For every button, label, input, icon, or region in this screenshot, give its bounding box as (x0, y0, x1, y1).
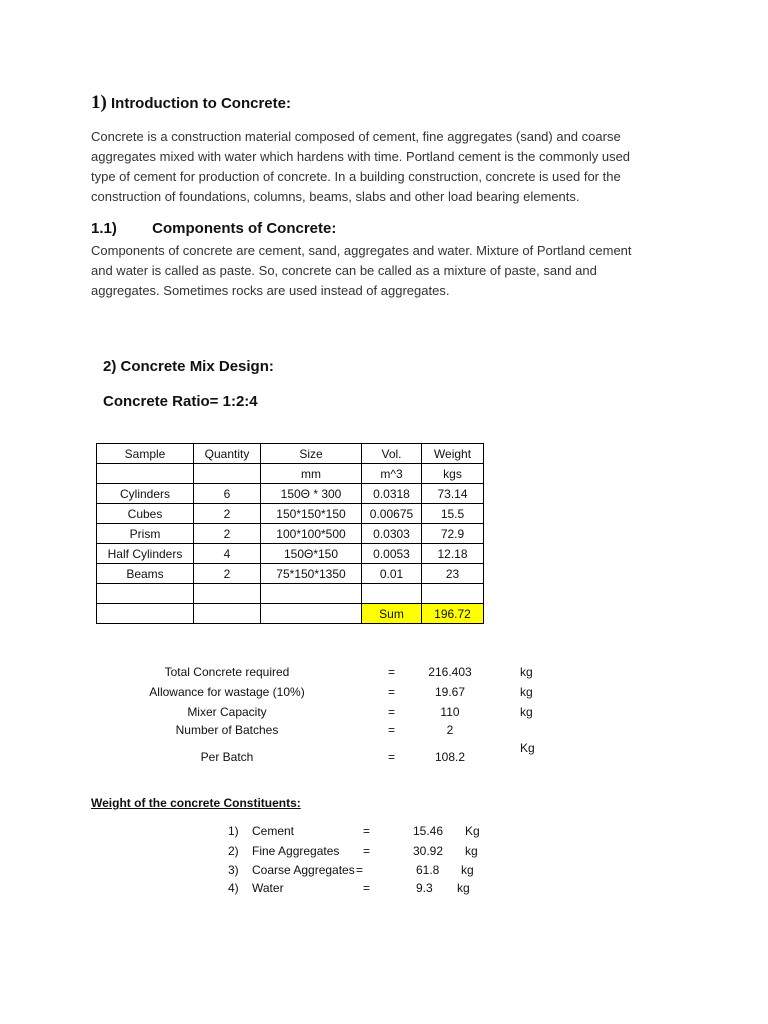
table-row (97, 484, 484, 504)
constituent-name: Coarse Aggregates (252, 863, 355, 877)
table-cell: Cylinders (97, 484, 194, 504)
table-cell: 2 (194, 524, 261, 544)
intro-line: type of cement for production of concrete. In a building construction, concrete is used for the (91, 169, 621, 184)
table-cell (362, 584, 422, 604)
constituent-value: 30.92 (413, 844, 444, 858)
table-cell: kgs (422, 464, 484, 484)
table-cell (97, 464, 194, 484)
table-cell: mm (261, 464, 362, 484)
intro-title: Introduction to Concrete: (111, 95, 291, 112)
summary-equals: = (388, 750, 396, 764)
table-units-row (97, 464, 484, 484)
constituent-value: 15.46 (413, 824, 444, 838)
table-cell (261, 584, 362, 604)
sum-value: 196.72 (422, 604, 484, 624)
table-row (97, 544, 484, 564)
table-cell: Half Cylinders (97, 544, 194, 564)
table-cell: 73.14 (422, 484, 484, 504)
constituent-equals: = (363, 881, 371, 895)
table-cell: 2 (194, 504, 261, 524)
constituent-equals: = (363, 824, 371, 838)
table-row-empty (97, 584, 484, 604)
intro-line: aggregates mixed with water which hardens with time. Portland cement is the commonly used (91, 149, 631, 164)
table-cell: Prism (97, 524, 194, 544)
constituent-name: Cement (252, 824, 295, 838)
sample-table (96, 443, 484, 624)
summary-equals: = (388, 665, 396, 679)
summary-label: Total Concrete required (164, 665, 290, 679)
table-cell: 6 (194, 484, 261, 504)
intro-heading (91, 92, 291, 114)
intro-paragraph (91, 127, 691, 207)
table-cell: Cubes (97, 504, 194, 524)
components-line: Components of concrete are cement, sand, aggregates and water. Mixture of Portland cement (91, 243, 632, 258)
summary-equals: = (388, 685, 396, 699)
table-cell (194, 464, 261, 484)
table-cell: 12.18 (422, 544, 484, 564)
summary-value: 19.67 (434, 685, 466, 699)
table-cell: 150Θ*150 (261, 544, 362, 564)
components-number: 1.1) (91, 220, 117, 237)
summary-value: 216.403 (428, 665, 472, 679)
table-row (97, 504, 484, 524)
table-cell: 23 (422, 564, 484, 584)
table-cell: 0.0303 (362, 524, 422, 544)
summary-label: Allowance for wastage (10%) (149, 685, 305, 699)
constituent-equals: = (356, 863, 364, 877)
intro-line: construction of foundations, columns, beams, slabs and other load bearing elements. (91, 189, 580, 204)
components-heading (91, 220, 336, 237)
table-cell: 0.00675 (362, 504, 422, 524)
summary-label: Per Batch (200, 750, 254, 764)
table-cell: m^3 (362, 464, 422, 484)
table-cell (194, 604, 261, 624)
header-weight: Weight (422, 444, 484, 464)
constituent-name: Water (252, 881, 284, 895)
table-sum-row (97, 604, 484, 624)
components-line: and water is called as paste. So, concrete can be called as a mixture of paste, sand and (91, 263, 597, 278)
constituent-value: 61.8 (416, 863, 440, 877)
constituent-number: 1) (228, 824, 239, 838)
constituent-number: 3) (228, 863, 239, 877)
constituent-unit: kg (457, 881, 470, 895)
components-line: aggregates. Sometimes rocks are used instead of aggregates. (91, 283, 450, 298)
summary-unit: kg (520, 665, 533, 679)
constituent-equals: = (363, 844, 371, 858)
table-cell: 4 (194, 544, 261, 564)
header-quantity: Quantity (194, 444, 261, 464)
table-row (97, 564, 484, 584)
table-cell: 72.9 (422, 524, 484, 544)
constituent-unit: Kg (465, 824, 480, 838)
summary-label: Number of Batches (175, 723, 279, 737)
table-cell: 0.0318 (362, 484, 422, 504)
summary-unit: Kg (520, 741, 535, 755)
table-cell (261, 604, 362, 624)
constituent-unit: kg (465, 844, 478, 858)
table-cell: Beams (97, 564, 194, 584)
header-size: Size (261, 444, 362, 464)
sum-label: Sum (362, 604, 422, 624)
summary-value: 108.2 (434, 750, 466, 764)
table-cell: 150*150*150 (261, 504, 362, 524)
table-cell: 75*150*1350 (261, 564, 362, 584)
components-title: Components of Concrete: (152, 220, 337, 237)
table-cell (194, 584, 261, 604)
summary-unit: kg (520, 705, 533, 719)
table-cell (97, 604, 194, 624)
constituents-title: Weight of the concrete Constituents: (91, 796, 301, 810)
table-header-row (97, 444, 484, 464)
summary-equals: = (388, 723, 396, 737)
constituent-number: 2) (228, 844, 239, 858)
summary-label: Mixer Capacity (187, 705, 267, 719)
table-cell: 100*100*500 (261, 524, 362, 544)
header-sample: Sample (97, 444, 194, 464)
mix-design-heading: 2) Concrete Mix Design: (103, 358, 274, 375)
header-volume: Vol. (362, 444, 422, 464)
constituent-name: Fine Aggregates (252, 844, 340, 858)
table-cell: 150Θ * 300 (261, 484, 362, 504)
constituent-unit: kg (461, 863, 474, 877)
table-row (97, 524, 484, 544)
summary-equals: = (388, 705, 396, 719)
concrete-ratio: Concrete Ratio= 1:2:4 (103, 393, 258, 410)
constituent-number: 4) (228, 881, 239, 895)
constituent-value: 9.3 (416, 881, 433, 895)
components-paragraph (91, 241, 691, 301)
table-cell: 15.5 (422, 504, 484, 524)
intro-number: 1) (91, 92, 107, 113)
intro-line: Concrete is a construction material composed of cement, fine aggregates (sand) and coarse (91, 129, 621, 144)
table-cell: 0.01 (362, 564, 422, 584)
table-cell: 0.0053 (362, 544, 422, 564)
summary-value: 2 (446, 723, 454, 737)
table-cell (422, 584, 484, 604)
table-cell: 2 (194, 564, 261, 584)
summary-value: 110 (440, 705, 460, 719)
summary-unit: kg (520, 685, 533, 699)
table-cell (97, 584, 194, 604)
